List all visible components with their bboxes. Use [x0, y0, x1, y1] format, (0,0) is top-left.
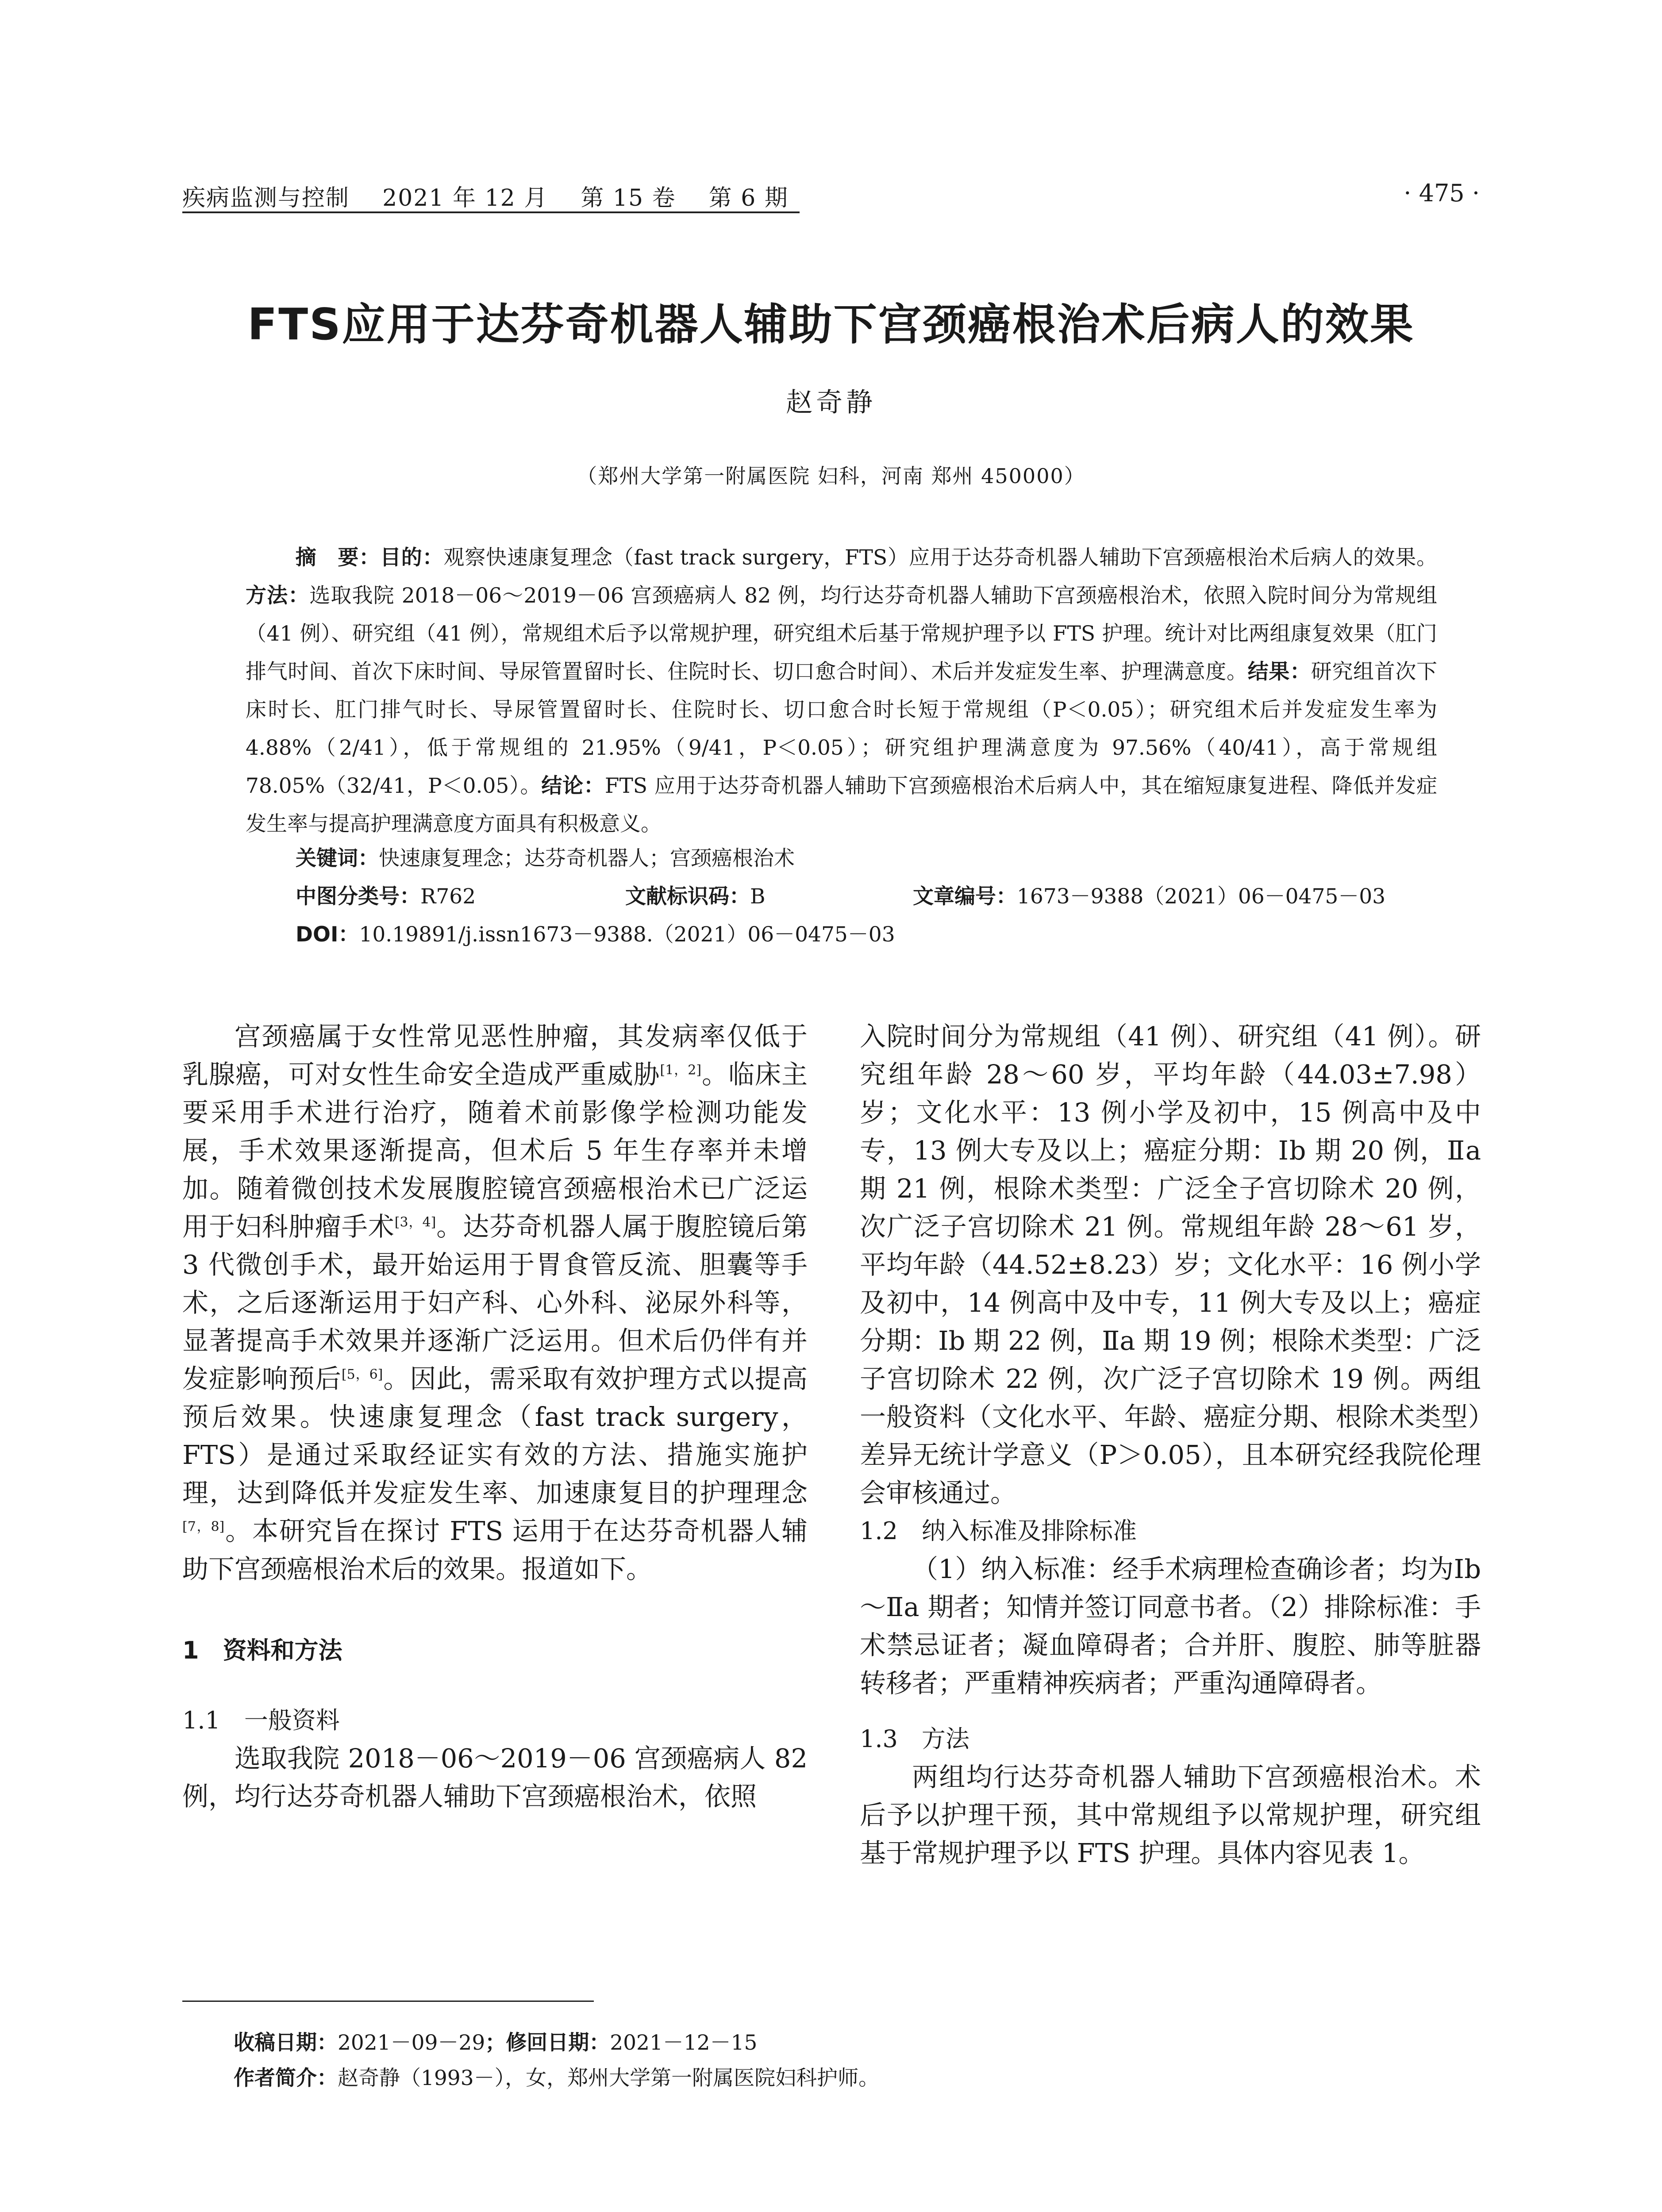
issue-date: 2021 年 12 月	[382, 185, 548, 211]
citation: [1，2]	[660, 1062, 702, 1078]
author-affiliation: （郑州大学第一附属医院 妇科，河南 郑州 450000）	[577, 464, 1085, 488]
keywords: 快速康复理念；达芬奇机器人；宫颈癌根治术	[379, 846, 795, 871]
conclusion-text: FTS 应用于达芬奇机器人辅助下宫颈癌根治术后病人中，其在缩短康复进程、降低并发症发生率与提高护理满意度方面具有积极意义。	[246, 774, 1437, 836]
objective-text: 观察快速康复理念（fast track surgery，FTS）应用于达芬奇机器人辅助下宫颈癌根治术后病人的效果。	[443, 545, 1438, 570]
criteria-paragraph: （1）纳入标准：经手术病理检查确诊者；均为Ⅰb～Ⅱa 期者；知情并签订同意书者。（2）排除标准：手术禁忌证者；凝血障碍者；合并肝、腹腔、肺等脏器转移者；严重精神疾病者；严重沟通障碍者。	[860, 1554, 1481, 1698]
methods-label: 方法：	[246, 584, 310, 608]
footnote	[234, 2025, 879, 2096]
header-rule	[182, 211, 800, 213]
volume: 第 15 卷	[581, 185, 676, 211]
page-number: · 475 ·	[1404, 179, 1480, 207]
section-heading-1-2: 1.2 纳入标准及排除标准	[860, 1517, 1137, 1545]
abstract-label: 摘 要：	[295, 545, 380, 570]
clc-value: R762	[420, 884, 476, 909]
results-label: 结果：	[1247, 660, 1311, 684]
bio-label: 作者简介：	[234, 2066, 338, 2090]
article-no-cell	[913, 880, 1385, 910]
footnote-rule	[182, 2001, 594, 2002]
received-label: 收稿日期：	[234, 2031, 338, 2055]
revised-date: 2021－12－15	[610, 2031, 758, 2055]
section-heading-1: 1 资料和方法	[182, 1636, 342, 1664]
method-paragraph: 两组均行达芬奇机器人辅助下宫颈癌根治术。术后予以护理干预，其中常规组予以常规护理，研究组基于常规护理予以 FTS 护理。具体内容见表 1。	[860, 1762, 1481, 1868]
journal-name: 疾病监测与控制	[182, 185, 350, 211]
doc-code-label: 文献标识码：	[625, 884, 750, 909]
running-header	[182, 179, 789, 212]
dates-line	[234, 2025, 879, 2061]
article-title: FTS应用于达芬奇机器人辅助下宫颈癌根治术后病人的效果	[247, 300, 1415, 350]
conclusion-label: 结论：	[541, 774, 605, 798]
intro-text-3: 。达芬奇机器人属于腹腔镜后第 3 代微创手术，最开始运用于胃食管反流、胆囊等手术，之后逐渐运用于妇产科、心外科、泌尿外科等，显著提高手术效果并逐渐广泛运用。但术后仍伴有并发症影响预后	[182, 1211, 808, 1394]
citation: [3，4]	[394, 1214, 436, 1230]
section-heading-1-3: 1.3 方法	[860, 1725, 970, 1753]
methods-text: 选取我院 2018－06～2019－06 宫颈癌病人 82 例，均行达芬奇机器人辅助下宫颈癌根治术，依照入院时间分为常规组（41 例）、研究组（41 例），常规组术后予以常规护理，研究组术后基于常规护理予以 FTS 护理。统计对比两组康复效果（肛门排气时间、首次下床时间、导尿管置留时长、住院时长、切口愈合时间）、术后并发症发生率、护理满意度。	[246, 584, 1438, 684]
doc-code-cell	[625, 880, 766, 910]
keywords-row	[296, 842, 795, 872]
clc-cell	[296, 880, 476, 910]
citation: [5，6]	[341, 1367, 383, 1382]
citation: [7，8]	[182, 1519, 225, 1535]
article-no-label: 文章编号：	[913, 884, 1017, 909]
author-name: 赵奇静	[786, 387, 876, 418]
clc-label: 中图分类号：	[296, 884, 420, 909]
intro-text-2: 。临床主要采用手术进行治疗，随着术前影像学检测功能发展，手术效果逐渐提高，但术后 5 年生存率并未增加。随着微创技术发展腹腔镜宫颈癌根治术已广泛运用于妇科肿瘤手术	[182, 1059, 808, 1242]
general-info-continued: 入院时间分为常规组（41 例）、研究组（41 例）。研究组年龄 28～60 岁，平均年龄（44.03±7.98）岁；文化水平：13 例小学及初中，15 例高中及中专，13 例大专及以上；癌症分期：Ⅰb 期 20 例，Ⅱa 期 21 例，根除术类型：广泛全子宫切除术 20 例，次广泛子宫切除术 21 例。常规组年龄 28～61 岁，平均年龄（44.52±8.23）岁；文化水平：16 例小学及初中，14 例高中及中专，11 例大专及以上；癌症分期：Ⅰb 期 22 例，Ⅱa 期 19 例；根除术类型：广泛子宫切除术 22 例，次广泛子宫切除术 19 例。两组一般资料（文化水平、年龄、癌症分期、根除术类型）差异无统计学意义（P＞0.05），且本研究经我院伦理会审核通过。	[860, 1021, 1481, 1508]
intro-text-1: 宫颈癌属于女性常见恶性肿瘤，其发病率仅低于乳腺癌，可对女性生命安全造成严重威胁	[182, 1021, 808, 1090]
issue: 第 6 期	[708, 185, 789, 211]
author-bio: 赵奇静（1993－），女，郑州大学第一附属医院妇科护师。	[338, 2066, 880, 2090]
revised-label: ；修回日期：	[485, 2031, 610, 2055]
doi-row	[296, 918, 895, 948]
doi-label: DOI：	[296, 922, 359, 947]
intro-text-5: 。本研究旨在探讨 FTS 运用于在达芬奇机器人辅助下宫颈癌根治术后的效果。报道如下。	[182, 1516, 808, 1584]
objective-label: 目的：	[380, 545, 444, 570]
body-left-column	[182, 1018, 808, 1816]
keywords-label: 关键词：	[296, 846, 379, 871]
intro-paragraph	[182, 1018, 808, 1588]
results-text: 研究组首次下床时长、肛门排气时长、导尿管置留时长、住院时长、切口愈合时长短于常规组（P＜0.05）；研究组术后并发症发生率为 4.88%（2/41），低于常规组的 21.95%（9/41，P＜0.05）；研究组护理满意度为 97.56%（40/41），高于常规组 78.05%（32/41，P＜0.05）。	[246, 660, 1438, 798]
article-no-value: 1673－9388（2021）06－0475－03	[1017, 884, 1386, 909]
abstract	[246, 539, 1437, 843]
author-bio-line	[234, 2061, 879, 2096]
received-date: 2021－09－29	[338, 2031, 485, 2055]
intro-text-4: 。因此，需采取有效护理方式以提高预后效果。快速康复理念（fast track surgery，FTS）是通过采取经证实有效的方法、措施实施护理，达到降低并发症发生率、加速康复目的护理理念	[182, 1363, 808, 1508]
general-info-paragraph: 选取我院 2018－06～2019－06 宫颈癌病人 82 例，均行达芬奇机器人辅助下宫颈癌根治术，依照	[182, 1743, 808, 1812]
body-right-column	[860, 1018, 1481, 1872]
doi-value: 10.19891/j.issn1673－9388.（2021）06－0475－03	[359, 922, 895, 947]
section-heading-1-1: 1.1 一般资料	[182, 1706, 340, 1734]
doc-code-value: B	[750, 884, 766, 909]
